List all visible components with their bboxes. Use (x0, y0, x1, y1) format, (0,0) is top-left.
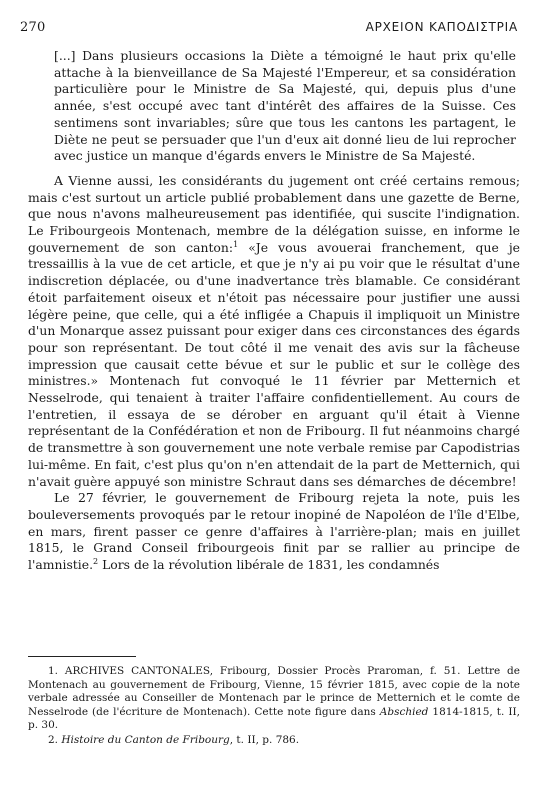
page-header (20, 20, 518, 38)
footnote-1-italic: Abschied (379, 705, 429, 718)
paragraph-1 (28, 173, 520, 490)
running-title: ΑΡΧΕΙΟΝ ΚΑΠΟΔΙΣΤΡΙΑ (365, 20, 518, 34)
footnote-1-text: ARCHIVES CANTONALES, Fribourg, Dossier Procès Praroman, f. 51. Lettre de Montenach au gouvernement de Fribourg, Vienne, 15 février 1815, avec copie de la note verbale adressée au Conseiller de Montenach par le prince de Metternich et le comte de Nesselrode (de l'écriture de Montenach). Cette note figure dans (28, 665, 520, 718)
footnote-2-tail: , t. II, p. 786. (229, 733, 300, 746)
paragraph-1-text-a: A Vienne aussi, les considérants du jugement ont créé certains remous; mais c'est surtout un article publié probablement dans une gazette de Berne, que nous n'avons malheureusement pas identifiée, qui suscite l'indignation. Le Fribourgeois Montenach, membre de la délégation suisse, en informe le gouvernement de son canton: (28, 172, 520, 255)
page-body (28, 48, 520, 574)
page-number: 270 (20, 20, 46, 35)
paragraph-2 (28, 490, 520, 574)
footnote-divider (28, 656, 136, 657)
paragraph-2-text-a: Le 27 février, le gouvernement de Fribourg rejeta la note, puis les bouleversements provoqués par le retour inopiné de Napoléon de l'île d'Elbe, en mars, firent passer ce genre d'affaires à l'arrière-plan; mais en juillet 1815, le Grand Conseil fribourgeois finit par se rallier au principe de l'amnistie. (28, 490, 520, 573)
footnote-ref-2: 2 (93, 556, 99, 566)
footnote-1 (28, 665, 520, 733)
footnote-1-number: 1. (48, 665, 59, 677)
block-quote: [...] Dans plusieurs occasions la Diète a témoigné le haut prix qu'elle attache à la bienveillance de Sa Majesté l'Empereur, et sa considération particulière pour le Ministre de Sa Majesté, qui, depuis plus d'une année, s'est occupé avec tant d'intérêt des affaires de la Suisse. Ces sentimens sont invariables; sûre que tous les cantons les partagent, le Diète ne peut se persuader que l'un d'eux ait donné lieu de lui reprocher avec justice un manque d'égards envers le Ministre de Sa Majesté. (54, 48, 516, 164)
footnote-2-number: 2. (48, 733, 59, 746)
paragraph-1-text-b: «Je vous avouerai franchement, que je tressaillis à la vue de cet article, et que je n'y ai pu voir que le résultat d'une indiscretion déplacée, ou d'une inadvertance très blamable. Ce considérant étoit parfaitement oiseux et n'étoit pas nécessaire pour justifier une aussi légère peine, que celle, qui a été infligée a Chapuis il impliquoit un Ministre d'un Monarque assez puissant pour exiger dans ces circonstances des égards pour son représentant. De tout côté il me venait des avis sur la fâcheuse impression que causait cette bévue et sur le public et sur le collège des ministres.» Montenach fut convoqué le 11 février par Metternich et Nesselrode, qui tenaient à traiter l'affaire confidentiellement. Au cours de l'entretien, il essaya de se dérober en arguant qu'il était à Vienne représentant de la Confédération et non de Fribourg. Il fut néanmoins chargé de transmettre à son gouvernement une note verbale remise par Capodistrias lui-même. En fait, c'est plus qu'on n'en attendait de la part de Metternich, qui n'avait guère appuyé son ministre Schraut dans ses démarches de décembre! (28, 239, 521, 489)
footnote-2-italic: Histoire du Canton de Fribourg (61, 733, 230, 746)
footnote-1-tail: 1814-1815, t. II, p. 30. (28, 705, 520, 732)
footnote-ref-1: 1 (233, 239, 239, 249)
footnote-2 (28, 734, 520, 748)
paragraph-2-text-b: Lors de la révolution libérale de 1831, les condamnés (98, 557, 440, 573)
footnotes (28, 665, 520, 748)
